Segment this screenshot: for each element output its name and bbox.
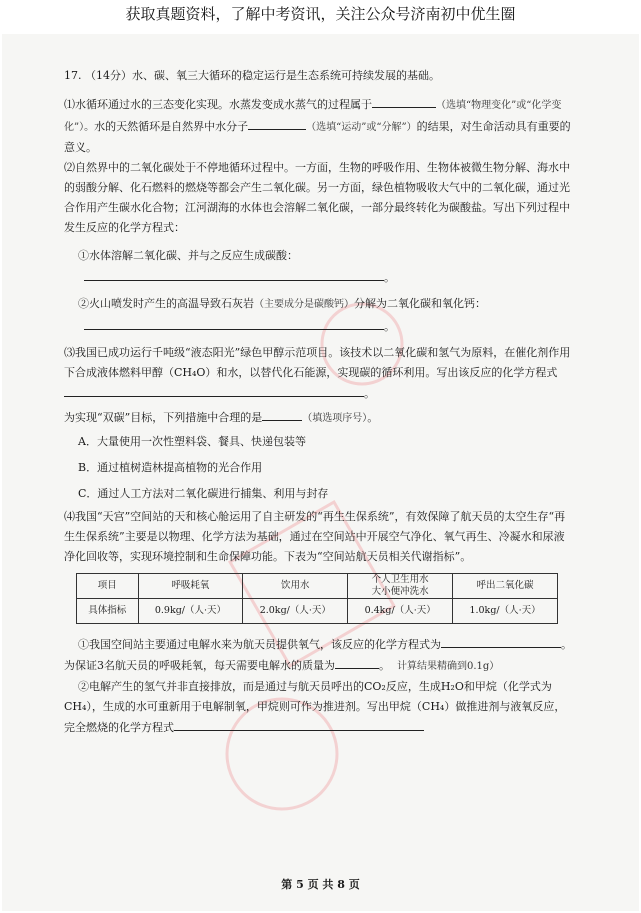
- answer-blank-3[interactable]: [262, 407, 302, 421]
- part-3-question-2: 为实现“双碳”目标，下列措施中合理的是 （填选项序号）。: [64, 407, 574, 429]
- equation-line-5[interactable]: [174, 717, 424, 731]
- question-17: 17. （14分）水、碳、氧三大循环的稳定运行是生态系统可持续发展的基础。 ⑴水循环通过水的三态变化实现。水蒸发变成水蒸气的过程属于 （选填“物理变化”或“化学变化”）。水的天然循环是自然界中水分子 （选填“运动”或“分解”）的结果，对生命活动具有重要的意义。 ⑵自然界中的二氧化碳处于不停地循环过程中。一方面，生物的呼吸作用、生物体被微生物分解、海水中的弱酸分解、化石燃料的燃烧等都会产生二氧化碳。另一方面，绿色植物吸收大气中的二氧化碳，通过光合作用产生碳水化合物；江河湖海的水体也会溶解二氧化碳，一部分最终转化为碳酸盐。写出下列过程中发生反应的化学方程式： ①水体溶解二氧化碳、并与之反应生成碳酸： 。 ②火山喷发时产生的高温导致石灰岩（主要成分是碳酸钙）分解为二氧化碳和氧化钙： 。 ⑶我国已成功运行千吨级“液态阳光”绿色甲醇示范项目。该技术以二氧化碳和氢气为原料，在催化剂作用下合成液体燃料甲醇（CH₄O）和水，以替代化石能源，实现碳的循环利用。写出该反应的化学方程式 。 为实现“双碳”目标，下列措施中合理的是 （填选项序号）。 A．大量使用一次性塑料袋、餐具、快递包装等 B．通过植树造林提高植物的光合作用 C．通过人工方法对二氧化碳进行捕集、利用与封存 ⑷我国“天宫”空间站的天和核心舱运用了自主研发的“再生生保系统”，有效保障了航天员的太空生存“再生生保系统”主要是以物理、化学方法为基础，通过在空间站中开展空气净化、氧气再生、冷凝水和尿液净化回收等，实现环境控制和生命保障功能。下表为“空间站航天员相关代谢指标”。 项目 呼吸耗氧 饮用水 个人卫生用水 大小便冲洗水 呼出二氧化碳 具体指标 0.9kg/（人·天） 2.0kg/（人·天） 0.4kg/（人·天） 1.0kg/（人·天） ①我国空间站主要通过电解水来为航天员提供氧气，该反应的化学方程式为 。 为保证3名航天员的呼吸耗氧，每天需要电解水的质量为 。 计算结果精确到0.1g） ②电解产生的氢气并非直接排放，而是通过与航天员呼出的CO₂反应，生成H₂O和甲烷（化学式为CH₄），生成的水可重新用于电解制氧，甲烷则可作为推进剂。写出甲烷（CH₄）做推进剂与液氧反应，完全燃烧的化学方程式: [64, 66, 574, 738]
- equation-line-1[interactable]: [84, 266, 384, 281]
- answer-blank-1[interactable]: [372, 94, 436, 108]
- answer-blank-2[interactable]: [248, 116, 306, 130]
- table-cell: 1.0kg/（人·天）: [453, 599, 558, 624]
- table-header-cell: 呼出二氧化碳: [453, 574, 558, 599]
- table-header-cell: 项目: [77, 574, 139, 599]
- part-3: ⑶我国已成功运行千吨级“液态阳光”绿色甲醇示范项目。该技术以二氧化碳和氢气为原料，在催化剂作用下合成液体燃料甲醇（CH₄O）和水，以替代化石能源，实现碳的循环利用。写出该反应的化学方程式: [64, 346, 571, 379]
- table-cell: 0.9kg/（人·天）: [138, 599, 243, 624]
- part-4-question-2: ②电解产生的氢气并非直接排放，而是通过与航天员呼出的CO₂反应，生成H₂O和甲烷（化学式为CH₄），生成的水可重新用于电解制氧，甲烷则可作为推进剂。写出甲烷（CH₄）做推进剂与液氧反应，完全燃烧的化学方程式: [64, 680, 566, 734]
- table-header-cell: 呼吸耗氧: [138, 574, 243, 599]
- promo-banner: 获取真题资料，了解中考资讯，关注公众号济南初中优生圈: [125, 5, 516, 23]
- table-header-row: [77, 574, 558, 599]
- table-header-cell: 个人卫生用水 大小便冲洗水: [348, 574, 453, 599]
- option-a: A．大量使用一次性塑料袋、餐具、快递包装等: [78, 435, 306, 448]
- page-number: 第 5 页 共 8 页: [281, 878, 360, 891]
- table-header-cell: 饮用水: [243, 574, 348, 599]
- part-2-item-2: ②火山喷发时产生的高温导致石灰岩（主要成分是碳酸钙）分解为二氧化碳和氧化钙：: [78, 297, 486, 310]
- table-row: [77, 599, 558, 624]
- part-2: ⑵自然界中的二氧化碳处于不停地循环过程中。一方面，生物的呼吸作用、生物体被微生物分解、海水中的弱酸分解、化石燃料的燃烧等都会产生二氧化碳。另一方面，绿色植物吸收大气中的二氧化碳，通过光合作用产生碳水化合物；江河湖海的水体也会溶解二氧化碳，一部分最终转化为碳酸盐。写出下列过程中发生反应的化学方程式：: [64, 161, 570, 234]
- metabolism-table: [76, 573, 558, 624]
- part-4: ⑷我国“天宫”空间站的天和核心舱运用了自主研发的“再生生保系统”，有效保障了航天员的太空生存“再生生保系统”主要是以物理、化学方法为基础，通过在空间站中开展空气净化、氧气再生、冷凝水和尿液净化回收等，实现环境控制和生命保障功能。下表为“空间站航天员相关代谢指标”。: [64, 510, 566, 563]
- equation-line-4[interactable]: [441, 634, 561, 648]
- option-c: C．通过人工方法对二氧化碳进行捕集、利用与封存: [78, 487, 329, 500]
- part-4-question-1b: 为保证3名航天员的呼吸耗氧，每天需要电解水的质量为 。 计算结果精确到0.1g）: [64, 655, 574, 677]
- question-intro: 17. （14分）水、碳、氧三大循环的稳定运行是生态系统可持续发展的基础。: [64, 69, 440, 82]
- table-cell: 2.0kg/（人·天）: [243, 599, 348, 624]
- table-cell: 0.4kg/（人·天）: [348, 599, 453, 624]
- table-cell: 具体指标: [77, 599, 139, 624]
- part-1: ⑴水循环通过水的三态变化实现。水蒸发变成水蒸气的过程属于 （选填“物理变化”或“化学变化”）。水的天然循环是自然界中水分子 （选填“运动”或“分解”）的结果，对生命活动具有重要的意义。: [64, 94, 574, 158]
- part-2-item-1: ①水体溶解二氧化碳、并与之反应生成碳酸：: [78, 249, 298, 262]
- equation-line-2[interactable]: [84, 315, 384, 330]
- option-b: B．通过植树造林提高植物的光合作用: [78, 461, 263, 474]
- equation-line-3[interactable]: [64, 383, 364, 397]
- answer-blank-4[interactable]: [335, 655, 379, 669]
- part-4-question-1: ①我国空间站主要通过电解水来为航天员提供氧气，该反应的化学方程式为 。: [64, 634, 574, 655]
